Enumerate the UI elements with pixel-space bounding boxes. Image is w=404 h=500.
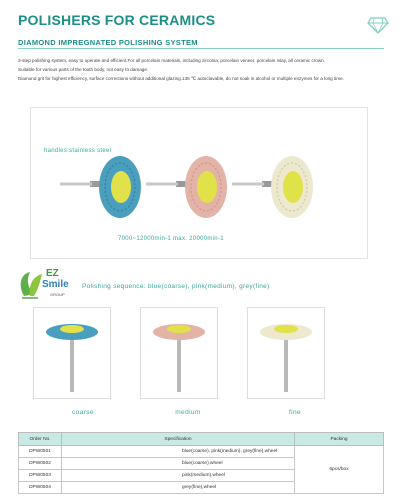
polishing-sequence-label: Polishing sequence: blue(coarse), pink(medium), grey(fine)	[82, 283, 270, 290]
logo-text-smile: Smile	[42, 279, 69, 290]
table-row	[19, 446, 384, 458]
table-header-row	[19, 433, 384, 446]
order-number: DPW0502	[19, 458, 62, 470]
page-title: POLISHERS FOR CERAMICS	[18, 12, 216, 28]
caption-fine: fine	[288, 409, 302, 416]
header-packing: Packing	[295, 433, 384, 446]
order-number: DPW0503	[19, 470, 62, 482]
handles-label: handles:stainless steel	[44, 148, 112, 154]
caption-medium: medium	[175, 409, 201, 416]
specification: blue(coarse), pink(medium), grey(fine),wheel	[62, 446, 295, 458]
header-specification: Specification	[62, 433, 295, 446]
specification: grey(fine),wheel	[62, 482, 295, 494]
description-line-3: Diamond grit for highest efficiency, surface corrections without additional glazing.135 ℃ autoclavable, do not soak in alcohol or multiple enzymes for a long time.	[18, 76, 344, 81]
page-subtitle: DIAMOND IMPREGNATED POLISHING SYSTEM	[18, 38, 198, 47]
description-line-1: 3-step polishing system, easy to operate and efficient.For all porcelain materials, including zirconia, porcelain veneer, porcelain inlay, all ceramic crown.	[18, 58, 325, 63]
order-number: DPW0504	[19, 482, 62, 494]
description-line-2: Suitable for various parts of the tooth body, not easy to damage.	[18, 67, 149, 72]
product-photo	[60, 155, 340, 235]
diamond-icon	[367, 16, 389, 34]
coarse-polisher-image	[34, 308, 110, 398]
pink-polisher	[146, 156, 227, 218]
packing-value: 6pcs/box	[295, 446, 384, 494]
grey-polisher	[232, 156, 313, 218]
ez-smile-logo	[16, 262, 86, 302]
specification: blue(coarse),wheel	[62, 458, 295, 470]
fine-polisher-image	[248, 308, 324, 398]
blue-polisher	[60, 156, 141, 218]
coarse-thumbnail	[33, 307, 111, 399]
caption-coarse: coarse	[72, 409, 94, 416]
header-divider	[18, 48, 384, 49]
logo-text-ez: EZ	[46, 268, 59, 279]
fine-thumbnail	[247, 307, 325, 399]
specification: pink(medium),wheel	[62, 470, 295, 482]
order-number: DPW0501	[19, 446, 62, 458]
header-order-no: Order No.	[19, 433, 62, 446]
logo-text-group: GROUP	[50, 292, 65, 297]
medium-polisher-image	[141, 308, 217, 398]
order-table	[18, 432, 384, 494]
speed-label: 7000~12000min-1 max. 20000min-1	[118, 236, 224, 242]
medium-thumbnail	[140, 307, 218, 399]
